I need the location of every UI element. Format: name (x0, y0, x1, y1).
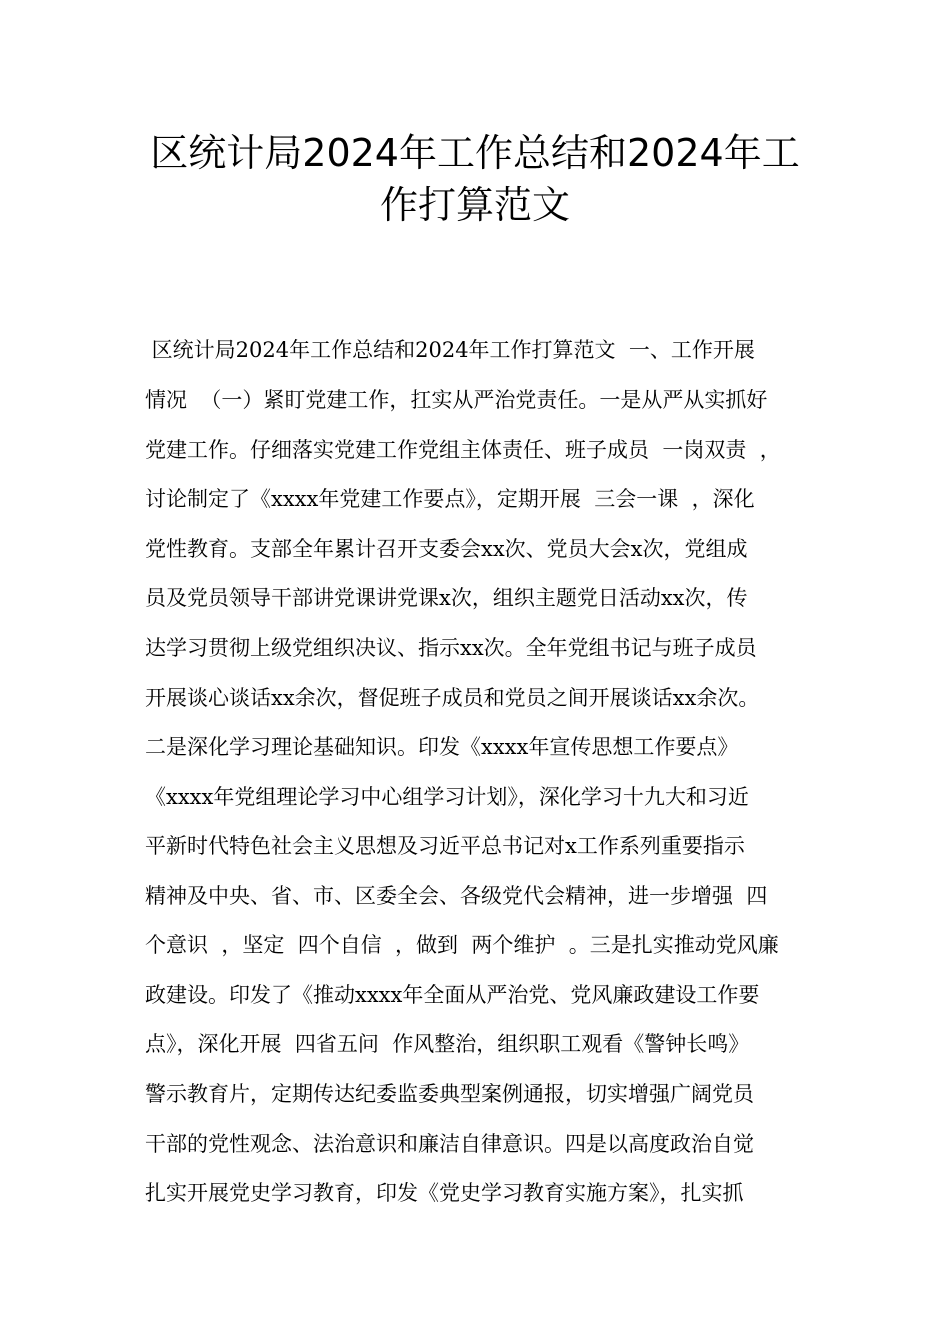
body-line-13: 个意识 ，坚定 四个自信 ，做到 两个维护 。三是扎实推动党风廉 (145, 933, 779, 957)
body-line-1: 区统计局2024年工作总结和2024年工作打算范文 一、工作开展 (145, 338, 755, 362)
body-line-18: 扎实开展党史学习教育，印发《党史学习教育实施方案》，扎实抓 (145, 1181, 744, 1205)
body-line-3: 党建工作。仔细落实党建工作党组主体责任、班子成员 一岗双责 ， (145, 438, 781, 462)
body-line-12: 精神及中央、省、市、区委全会、各级党代会精神，进一步增强 四 (145, 884, 768, 908)
body-line-8: 开展谈心谈话xx余次，督促班子成员和党员之间开展谈话xx余次。 (145, 686, 760, 710)
body-line-15: 点》，深化开展 四省五问 作风整治，组织职工观看《警钟长鸣》 (145, 1032, 750, 1056)
body-line-17: 干部的党性观念、法治意识和廉洁自律意识。四是以高度政治自觉 (145, 1132, 754, 1156)
body-line-11: 平新时代特色社会主义思想及习近平总书记对x工作系列重要指示 (145, 834, 745, 858)
body-line-7: 达学习贯彻上级党组织决议、指示xx次。全年党组书记与班子成员 (145, 636, 757, 660)
body-line-10: 《xxxx年党组理论学习中心组学习计划》，深化学习十九大和习近 (145, 785, 749, 809)
body-line-2: 情况 （一）紧盯党建工作，扛实从严治党责任。一是从严从实抓好 (145, 388, 768, 412)
body-line-9: 二是深化学习理论基础知识。印发《xxxx年宣传思想工作要点》 (145, 735, 739, 759)
document-title-line-1: 区统计局2024年工作总结和2024年工 (150, 131, 800, 175)
document-title-line-2: 作打算范文 (379, 183, 570, 227)
body-line-14: 政建设。印发了《推动xxxx年全面从严治党、党风廉政建设工作要 (145, 983, 760, 1007)
body-line-5: 党性教育。支部全年累计召开支委会xx次、党员大会x次，党组成 (145, 537, 748, 561)
body-line-6: 员及党员领导干部讲党课讲党课x次，组织主题党日活动xx次，传 (145, 586, 748, 610)
body-line-4: 讨论制定了《xxxx年党建工作要点》，定期开展 三会一课 ，深化 (145, 487, 755, 511)
body-line-16: 警示教育片，定期传达纪委监委典型案例通报，切实增强广阔党员 (145, 1082, 754, 1106)
